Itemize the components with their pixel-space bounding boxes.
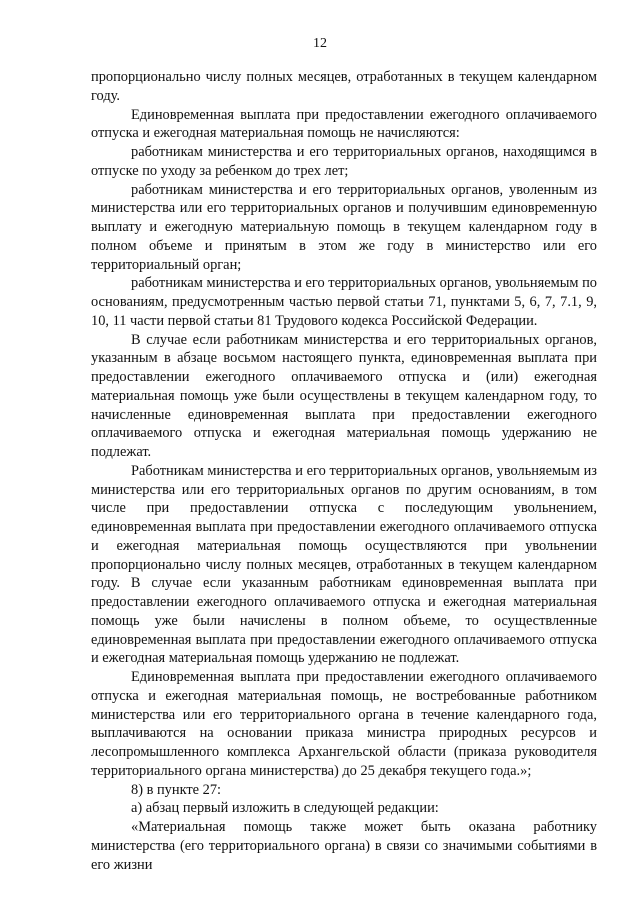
paragraph-item-8: 8) в пункте 27: — [131, 781, 222, 798]
paragraph-dismissal-grounds: работникам министерства и его территориальных органов, увольняемым по основаниям, предусмотренным частью первой статьи 71, пунктами 5, 6, 7, 7.1, 9, 10, 11 части первой статьи 81 Трудового кодекса Российской Федерации. — [91, 275, 597, 329]
page-number: 12 — [313, 36, 327, 51]
paragraph-subitem-a: а) абзац первый изложить в следующей редакции: — [131, 800, 439, 817]
paragraph-new-wording: «Материальная помощь также может быть оказана работнику министерства (его территориального органа) в связи со значимыми событиями в его жизни — [91, 819, 597, 873]
paragraph-dismissed-rehired: работникам министерства и его территориальных органов, уволенным из министерства или его территориальных органов и получившим единовременную выплату и ежегодную материальную помощь в текущем календарном году в полном объеме и принятым в этом же году в министерство или его территориальный орган; — [91, 181, 597, 273]
document-body — [91, 68, 597, 874]
paragraph-continuation: пропорционально числу полных месяцев, отработанных в текущем календарном году. — [91, 69, 597, 104]
paragraph-parental-leave: работникам министерства и его территориальных органов, находящимся в отпуске по уходу за ребенком до трех лет; — [91, 144, 597, 179]
paragraph-other-grounds: Работникам министерства и его территориальных органов, увольняемым из министерства или его территориальных органов по другим основаниям, в том числе при предоставлении отпуска с последующим увольнением, единовременная выплата при предоставлении ежегодного оплачиваемого отпуска и ежегодная материальная помощь осуществляются при увольнении пропорционально числу полных месяцев, отработанных в текущем календарном году. В случае если указанным работникам единовременная выплата при предоставлении ежегодного оплачиваемого отпуска и ежегодная материальная помощь уже были начислены в полном объеме, то осуществленные единовременная выплата при предоставлении ежегодного оплачиваемого отпуска и ежегодная материальная помощь удержанию не подлежат. — [91, 462, 597, 667]
paragraph-already-paid: В случае если работникам министерства и его территориальных органов, указанным в абзаце восьмом настоящего пункта, единовременная выплата при предоставлении ежегодного оплачиваемого отпуска и (или) ежегодная материальная помощь уже были осуществлены в текущем календарном году, то начисленные единовременная выплата при предоставлении ежегодного оплачиваемого отпуска и ежегодная материальная помощь удержанию не подлежат. — [91, 331, 597, 460]
paragraph-unclaimed-payment: Единовременная выплата при предоставлении ежегодного оплачиваемого отпуска и ежегодная материальная помощь, не востребованные работником министерства или его территориального органа в течение календарного года, выплачиваются на основании приказа министра природных ресурсов и лесопромышленного комплекса Архангельской области (приказа руководителя территориального органа министерства) до 25 декабря текущего года.»; — [91, 669, 597, 779]
paragraph-payment-not-accrued: Единовременная выплата при предоставлении ежегодного оплачиваемого отпуска и ежегодная материальная помощь не начисляются: — [91, 106, 597, 142]
